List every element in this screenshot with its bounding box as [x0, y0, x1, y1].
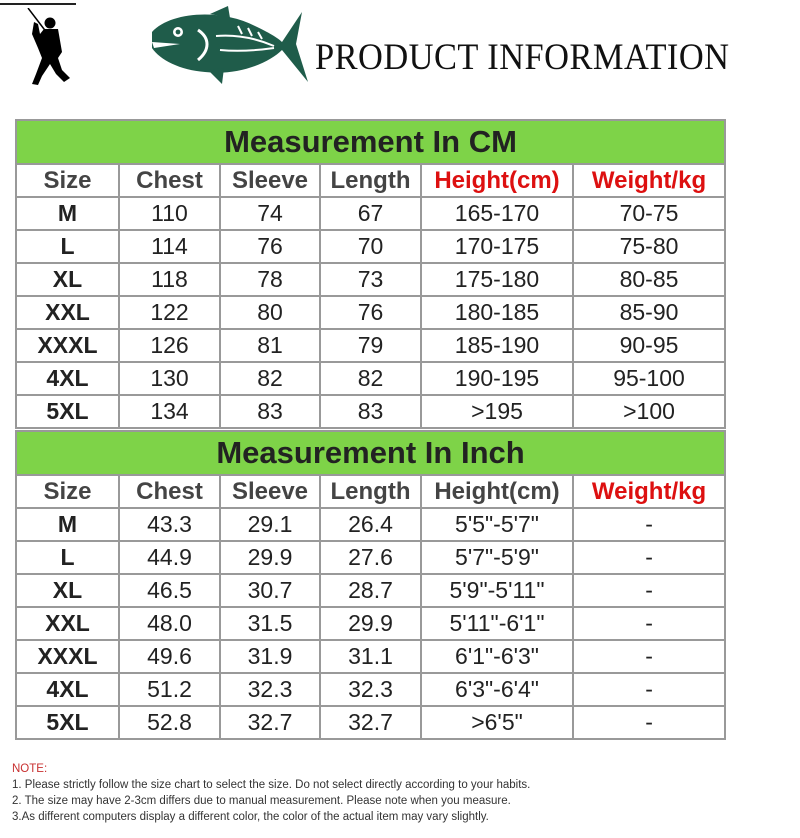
chest-cell: 118 [119, 263, 220, 296]
chest-cell: 46.5 [119, 574, 220, 607]
height-cell: 6'1"-6'3" [421, 640, 573, 673]
table-row [16, 673, 725, 706]
height-cell: 165-170 [421, 197, 573, 230]
weight-cell: - [573, 508, 725, 541]
sleeve-cell: 78 [220, 263, 320, 296]
weight-cell: 70-75 [573, 197, 725, 230]
header-row [16, 475, 725, 508]
chest-cell: 122 [119, 296, 220, 329]
weight-cell: 85-90 [573, 296, 725, 329]
table-row [16, 706, 725, 739]
chest-cell: 51.2 [119, 673, 220, 706]
inch-size-table [15, 430, 726, 740]
height-cell: 170-175 [421, 230, 573, 263]
height-cell: 5'7"-5'9" [421, 541, 573, 574]
weight-cell: - [573, 706, 725, 739]
length-cell: 32.3 [320, 673, 421, 706]
table-row [16, 508, 725, 541]
sleeve-cell: 31.9 [220, 640, 320, 673]
table-row [16, 640, 725, 673]
size-cell: L [16, 230, 119, 263]
header-row [16, 164, 725, 197]
col-header-height: Height(cm) [421, 475, 573, 508]
chest-cell: 126 [119, 329, 220, 362]
col-header-length: Length [320, 475, 421, 508]
height-cell: 5'9"-5'11" [421, 574, 573, 607]
fisherman-icon [20, 8, 82, 88]
table-row [16, 230, 725, 263]
length-cell: 82 [320, 362, 421, 395]
size-cell: 5XL [16, 706, 119, 739]
col-header-length: Length [320, 164, 421, 197]
length-cell: 67 [320, 197, 421, 230]
weight-cell: 90-95 [573, 329, 725, 362]
table-row [16, 329, 725, 362]
size-cell: XXXL [16, 640, 119, 673]
header-divider [0, 3, 76, 5]
tuna-fish-icon [150, 4, 310, 86]
sleeve-cell: 82 [220, 362, 320, 395]
height-cell: 5'11"-6'1" [421, 607, 573, 640]
weight-cell: 80-85 [573, 263, 725, 296]
sleeve-cell: 29.9 [220, 541, 320, 574]
length-cell: 29.9 [320, 607, 421, 640]
size-cell: M [16, 197, 119, 230]
notes-section [12, 761, 530, 825]
size-cell: XL [16, 263, 119, 296]
length-cell: 76 [320, 296, 421, 329]
col-header-size: Size [16, 164, 119, 197]
height-cell: 180-185 [421, 296, 573, 329]
sleeve-cell: 29.1 [220, 508, 320, 541]
length-cell: 27.6 [320, 541, 421, 574]
table-row [16, 607, 725, 640]
sleeve-cell: 32.7 [220, 706, 320, 739]
height-cell: 190-195 [421, 362, 573, 395]
col-header-height: Height(cm) [421, 164, 573, 197]
table-title: Measurement In Inch [16, 431, 725, 475]
chest-cell: 48.0 [119, 607, 220, 640]
sleeve-cell: 32.3 [220, 673, 320, 706]
table-row [16, 263, 725, 296]
table-row [16, 541, 725, 574]
length-cell: 79 [320, 329, 421, 362]
chest-cell: 114 [119, 230, 220, 263]
size-cell: 5XL [16, 395, 119, 428]
table-row [16, 574, 725, 607]
col-header-chest: Chest [119, 164, 220, 197]
size-cell: XL [16, 574, 119, 607]
chest-cell: 130 [119, 362, 220, 395]
size-cell: M [16, 508, 119, 541]
height-cell: 185-190 [421, 329, 573, 362]
height-cell: 5'5"-5'7" [421, 508, 573, 541]
table-row [16, 362, 725, 395]
size-cell: XXXL [16, 329, 119, 362]
length-cell: 73 [320, 263, 421, 296]
weight-cell: - [573, 607, 725, 640]
weight-cell: - [573, 673, 725, 706]
chest-cell: 49.6 [119, 640, 220, 673]
note-item: 2. The size may have 2-3cm differs due to manual measurement. Please note when you measure. [12, 795, 511, 807]
page-title: PRODUCT INFORMATION [315, 37, 730, 78]
col-header-weight: Weight/kg [573, 164, 725, 197]
cm-size-table [15, 119, 726, 429]
height-cell: 6'3"-6'4" [421, 673, 573, 706]
sleeve-cell: 81 [220, 329, 320, 362]
sleeve-cell: 30.7 [220, 574, 320, 607]
col-header-chest: Chest [119, 475, 220, 508]
col-header-sleeve: Sleeve [220, 475, 320, 508]
notes-label: NOTE: [12, 763, 48, 775]
sleeve-cell: 83 [220, 395, 320, 428]
height-cell: >195 [421, 395, 573, 428]
size-cell: L [16, 541, 119, 574]
chest-cell: 44.9 [119, 541, 220, 574]
page-header [0, 0, 800, 110]
sleeve-cell: 80 [220, 296, 320, 329]
chest-cell: 134 [119, 395, 220, 428]
col-header-sleeve: Sleeve [220, 164, 320, 197]
weight-cell: >100 [573, 395, 725, 428]
size-cell: 4XL [16, 362, 119, 395]
sleeve-cell: 74 [220, 197, 320, 230]
sleeve-cell: 31.5 [220, 607, 320, 640]
chest-cell: 52.8 [119, 706, 220, 739]
chest-cell: 43.3 [119, 508, 220, 541]
length-cell: 28.7 [320, 574, 421, 607]
size-cell: XXL [16, 607, 119, 640]
table-row [16, 395, 725, 428]
col-header-weight: Weight/kg [573, 475, 725, 508]
weight-cell: 75-80 [573, 230, 725, 263]
length-cell: 32.7 [320, 706, 421, 739]
note-item: 1. Please strictly follow the size chart to select the size. Do not select directly according to your habits. [12, 779, 531, 791]
length-cell: 83 [320, 395, 421, 428]
length-cell: 31.1 [320, 640, 421, 673]
chest-cell: 110 [119, 197, 220, 230]
weight-cell: 95-100 [573, 362, 725, 395]
weight-cell: - [573, 574, 725, 607]
length-cell: 26.4 [320, 508, 421, 541]
col-header-size: Size [16, 475, 119, 508]
note-item: 3.As different computers display a different color, the color of the actual item may vary slightly. [12, 811, 489, 823]
height-cell: >6'5" [421, 706, 573, 739]
table-title: Measurement In CM [16, 120, 725, 164]
size-cell: XXL [16, 296, 119, 329]
size-cell: 4XL [16, 673, 119, 706]
table-row [16, 296, 725, 329]
height-cell: 175-180 [421, 263, 573, 296]
weight-cell: - [573, 541, 725, 574]
table-row [16, 197, 725, 230]
length-cell: 70 [320, 230, 421, 263]
weight-cell: - [573, 640, 725, 673]
sleeve-cell: 76 [220, 230, 320, 263]
